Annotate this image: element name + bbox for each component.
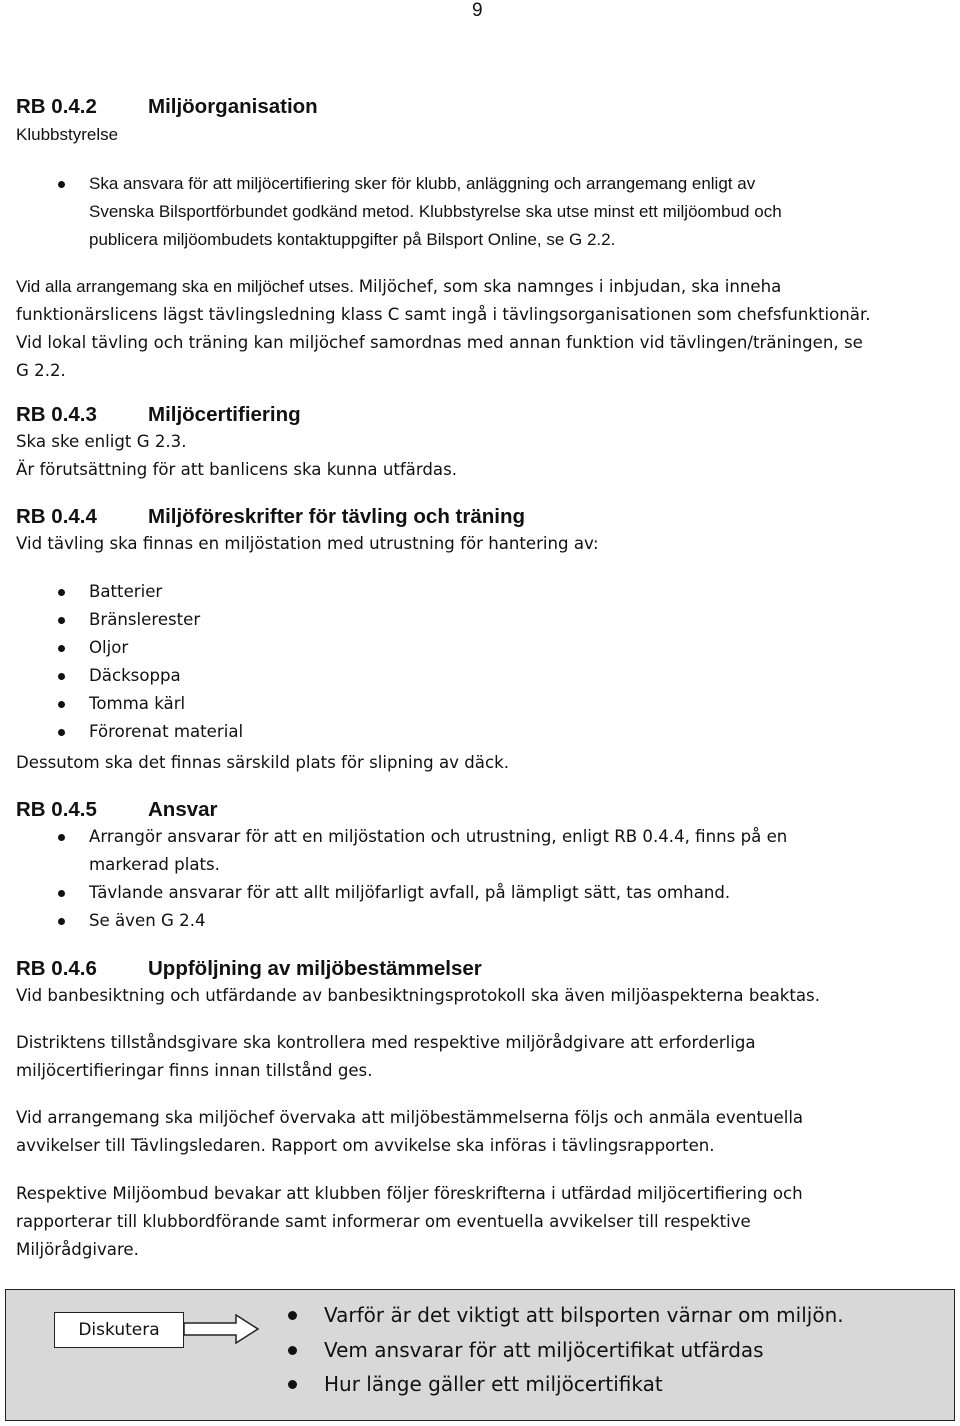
text-line: miljöcertifieringar finns innan tillstånd ges. — [16, 1061, 373, 1080]
section-heading-042 — [16, 94, 616, 120]
list-item — [16, 170, 782, 254]
section-heading-044 — [16, 504, 716, 530]
subheading-klubbstyrelse: Klubbstyrelse — [16, 125, 119, 144]
paragraph-overvaka — [16, 1104, 803, 1160]
list-item: Arrangör ansvarar för att en miljöstation och utrustning, enligt RB 0.4.4, finns på en markerad plats. — [16, 823, 916, 879]
page-number: 9 — [472, 0, 483, 21]
list-item: Däcksoppa — [16, 662, 243, 690]
bullet-list-045 — [16, 823, 916, 935]
section-title: Uppföljning av miljöbestämmelser — [148, 957, 482, 980]
bullet-line: Ska ansvara för att miljöcertifiering sker för klubb, anläggning och arrangemang enligt av — [89, 174, 756, 193]
text-line: rapporterar till klubbordförande samt informerar om eventuella avvikelser till respektive — [16, 1212, 751, 1231]
list-item: Varför är det viktigt att bilsporten värnar om miljön. — [276, 1298, 844, 1333]
list-item: Hur länge gäller ett miljöcertifikat — [276, 1367, 844, 1402]
paragraph-intro: Vid tävling ska finnas en miljöstation med utrustning för hantering av: — [16, 534, 599, 553]
paragraph-certifiering — [16, 428, 457, 484]
text-line: Vid lokal tävling och träning kan miljöchef samordnas med annan funktion vid tävlingen/träningen, se — [16, 333, 863, 352]
paragraph-banbesiktning: Vid banbesiktning och utfärdande av banbesiktningsprotokoll ska även miljöaspekterna beaktas. — [16, 986, 820, 1005]
text-line: Respektive Miljöombud bevakar att klubben följer föreskrifterna i utfärdad miljöcertifiering och — [16, 1184, 803, 1203]
section-number: RB 0.4.6 — [16, 957, 97, 980]
section-title: Miljöcertifiering — [148, 403, 301, 426]
discussion-box — [5, 1289, 955, 1421]
list-item: Se även G 2.4 — [16, 907, 916, 935]
text-run: Vid alla arrangemang ska en miljöchef utses. — [16, 277, 359, 296]
bullet-line: Svenska Bilsportförbundet godkänd metod. Klubbstyrelse ska utse minst ett miljöombud och — [89, 202, 782, 221]
list-item: Vem ansvarar för att miljöcertifikat utfärdas — [276, 1333, 844, 1368]
section-title: Miljöorganisation — [148, 95, 318, 118]
text-line: Miljörådgivare. — [16, 1240, 139, 1259]
bullet-list-042 — [16, 170, 782, 254]
discussion-questions — [276, 1298, 844, 1402]
arrow-right-icon — [184, 1314, 260, 1344]
paragraph-miljochef — [16, 272, 871, 385]
section-title: Ansvar — [148, 798, 218, 821]
text-line: Distriktens tillståndsgivare ska kontrollera med respektive miljörådgivare att erforderliga — [16, 1033, 756, 1052]
text-line: funktionärslicens lägst tävlingsledning klass C samt ingå i tävlingsorganisationen som chefsfunktionär. — [16, 305, 871, 324]
paragraph-outro: Dessutom ska det finnas särskild plats för slipning av däck. — [16, 753, 509, 772]
list-item: Bränslerester — [16, 606, 243, 634]
discussion-label: Diskutera — [54, 1312, 184, 1348]
list-item: Oljor — [16, 634, 243, 662]
text-line: avvikelser till Tävlingsledaren. Rapport om avvikelse ska införas i tävlingsrapporten. — [16, 1136, 715, 1155]
section-number: RB 0.4.5 — [16, 798, 97, 821]
section-heading-046 — [16, 956, 716, 982]
paragraph-tillstandsgivare — [16, 1029, 756, 1085]
text-run: Miljöchef, som ska namnges i inbjudan, ska inneha — [358, 277, 782, 296]
section-title: Miljöföreskrifter för tävling och träning — [148, 505, 526, 528]
section-number: RB 0.4.3 — [16, 403, 97, 426]
text-line: Är förutsättning för att banlicens ska kunna utfärdas. — [16, 460, 458, 479]
section-number: RB 0.4.4 — [16, 505, 97, 528]
section-heading-043 — [16, 402, 616, 428]
text-line: Ska ske enligt G 2.3. — [16, 432, 187, 451]
bullet-line: publicera miljöombudets kontaktuppgifter på Bilsport Online, se G 2.2. — [89, 230, 616, 249]
bullet-list-044 — [16, 578, 243, 746]
section-number: RB 0.4.2 — [16, 95, 97, 118]
section-heading-045 — [16, 797, 616, 823]
text-line: Vid arrangemang ska miljöchef övervaka att miljöbestämmelserna följs och anmäla eventuella — [16, 1108, 804, 1127]
list-item: Tävlande ansvarar för att allt miljöfarligt avfall, på lämpligt sätt, tas omhand. — [16, 879, 916, 907]
list-item: Batterier — [16, 578, 243, 606]
list-item: Tomma kärl — [16, 690, 243, 718]
paragraph-miljoombud — [16, 1180, 803, 1264]
list-item: Förorenat material — [16, 718, 243, 746]
text-line: G 2.2. — [16, 361, 66, 380]
